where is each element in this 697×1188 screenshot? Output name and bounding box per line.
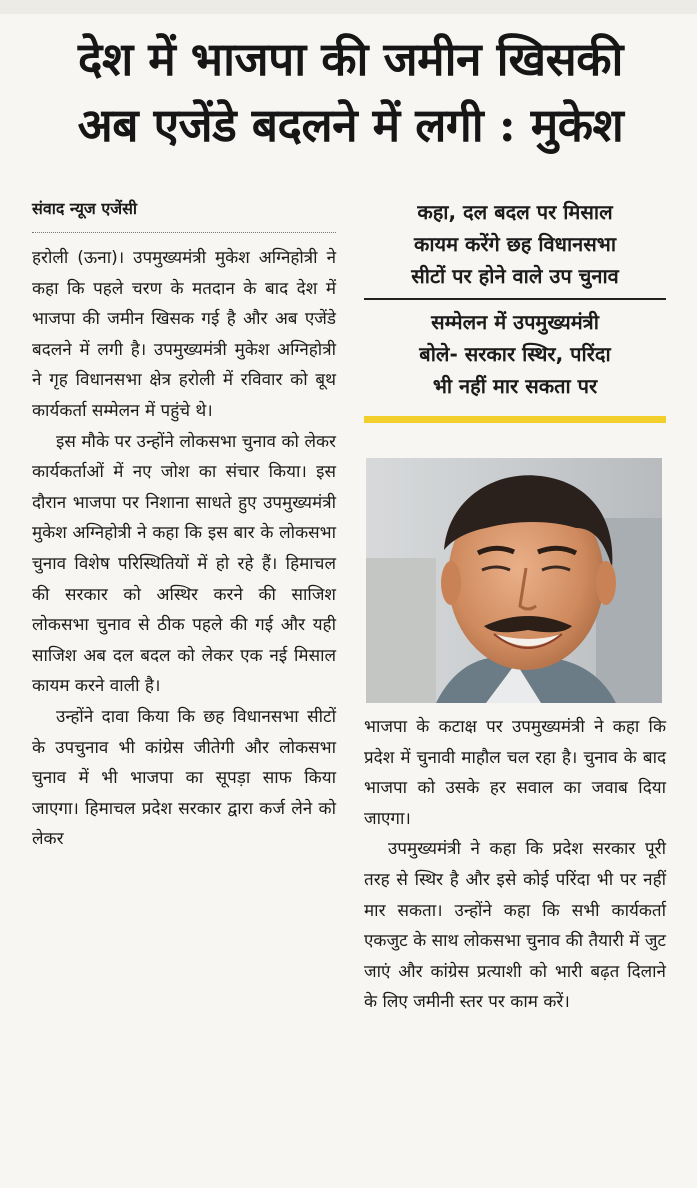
secondary-subheading-line-1: सम्मेलन में उपमुख्यमंत्री: [431, 310, 599, 334]
primary-subheading-line-1: कहा, दल बदल पर मिसाल: [417, 200, 613, 224]
secondary-subheading: [364, 306, 666, 402]
byline-divider: [32, 232, 336, 233]
left-column: [32, 196, 336, 855]
right-column: [364, 196, 666, 423]
left-paragraph-2: इस मौके पर उन्होंने लोकसभा चुनाव को लेकर कार्यकर्ताओं में नए जोश का संचार किया। इस दौरान भाजपा पर निशाना साधते हुए उपमुख्यमंत्री मुकेश अग्निहोत्री ने कहा कि इस बार के लोकसभा चुनाव विशेष परिस्थितियों में हो रहे हैं। हिमाचल की सरकार को अस्थिर करने की साजिश लोकसभा चुनाव से ठीक पहले की गई और यही साजिश अब दल बदल को लेकर एक नई मिसाल कायम करने वाली है।: [32, 431, 336, 697]
secondary-subheading-line-2: बोले- सरकार स्थिर, परिंदा: [419, 342, 611, 366]
right-paragraph-2: उपमुख्यमंत्री ने कहा कि प्रदेश सरकार पूरी तरह से स्थिर है और इसे कोई परिंदा भी पर नहीं मार सकता। उन्होंने कहा कि सभी कार्यकर्ता एकजुट के साथ लोकसभा चुनाव की तैयारी में जुट जाएं और कांग्रेस प्रत्याशी को भारी बढ़त दिलाने के लिए जमीनी स्तर पर काम करें।: [364, 839, 666, 1013]
page-top-strip: [0, 0, 697, 14]
portrait-illustration: [366, 458, 662, 703]
primary-subheading: [364, 196, 666, 292]
secondary-subheading-line-3: भी नहीं मार सकता पर: [432, 374, 598, 398]
portrait-photo: [366, 458, 662, 703]
subheading-divider: [364, 298, 666, 300]
left-paragraph-1: हरोली (ऊना)। उपमुख्यमंत्री मुकेश अग्निहोत्री ने कहा कि पहले चरण के मतदान के बाद देश में भाजपा की जमीन खिसक गई है और अब एजेंडे बदलने में लगी है। उपमुख्यमंत्री मुकेश अग्निहोत्री ने गृह विधानसभा क्षेत्र हरोली में रविवार को बूथ कार्यकर्ता सम्मेलन में पहुंचे थे।: [32, 248, 336, 421]
byline: संवाद न्यूज एजेंसी: [32, 199, 138, 218]
primary-subheading-line-3: सीटों पर होने वाले उप चुनाव: [411, 264, 619, 288]
accent-bar: [364, 416, 666, 423]
headline-line-1: देश में भाजपा की जमीन खिसकी: [78, 32, 623, 86]
primary-subheading-line-2: कायम करेंगे छह विधानसभा: [413, 232, 617, 256]
left-paragraph-3: उन्होंने दावा किया कि छह विधानसभा सीटों के उपचुनाव भी कांग्रेस जीतेगी और लोकसभा चुनाव में भी भाजपा का सूपड़ा साफ किया जाएगा। हिमाचल प्रदेश सरकार द्वारा कर्ज लेने को लेकर: [32, 706, 336, 850]
right-body: [364, 712, 666, 1018]
headline: [18, 26, 683, 158]
right-paragraph-1: भाजपा के कटाक्ष पर उपमुख्यमंत्री ने कहा कि प्रदेश में चुनावी माहौल चल रहा है। चुनाव के बाद भाजपा को उसके हर सवाल का जवाब दिया जाएगा।: [364, 717, 666, 829]
headline-line-2: अब एजेंडे बदलने में लगी : मुकेश: [77, 98, 624, 152]
left-body: [32, 243, 336, 855]
